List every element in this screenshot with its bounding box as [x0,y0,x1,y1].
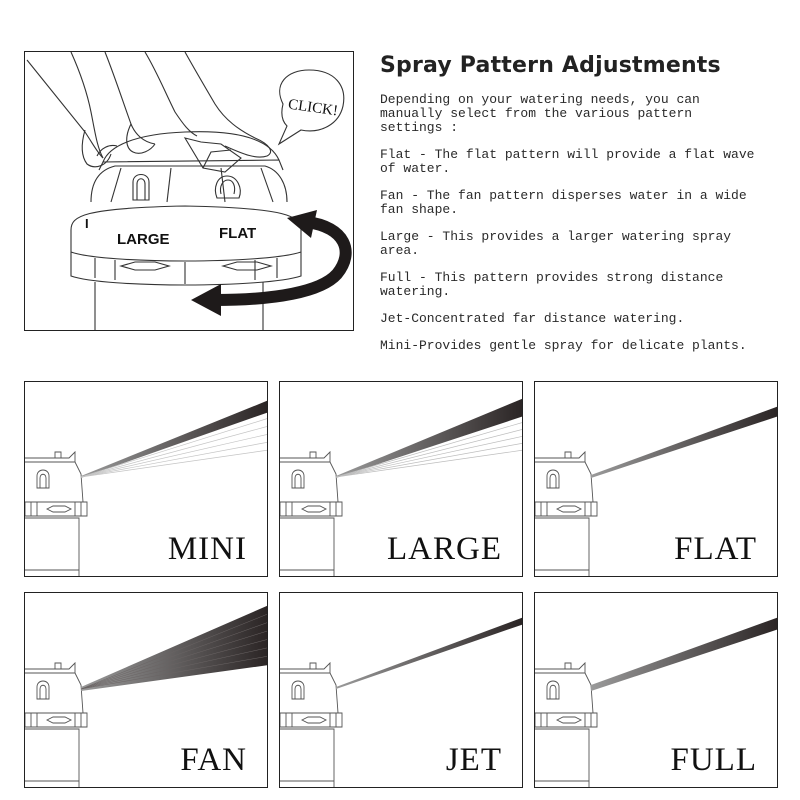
spray-mist-line [336,422,523,477]
pattern-description-full: Full - This pattern provides strong distance watering. [380,270,724,299]
intro-paragraph: Depending on your watering needs, you can manually select from the various pattern settings : [380,92,700,135]
pattern-panel-large [279,381,523,577]
pattern-description-fan: Fan - The fan pattern disperses water in a wide fan shape. [380,188,747,217]
nozzle-side-view [280,452,342,577]
pattern-panel-full [534,592,778,788]
spray-mist-line [81,450,268,477]
pattern-label-flat: FLAT [674,531,757,567]
ring-label-i: I [85,216,89,231]
spray-beam [81,605,268,691]
pattern-panel-fan [24,592,268,788]
click-speech-bubble [279,70,344,144]
nozzle-side-view [280,663,342,788]
pattern-description-flat: Flat - The flat pattern will provide a flat wave of water. [380,147,755,176]
spray-mist-line [81,442,268,477]
pattern-description-large: Large - This provides a larger watering spray area. [380,229,732,258]
pattern-label-full: FULL [670,742,757,778]
spray-beam [591,406,778,478]
spray-beam [336,617,523,689]
nozzle-side-view [535,452,597,577]
pattern-panel-mini [24,381,268,577]
hero-illustration [24,51,354,331]
spray-mist-line [336,429,523,477]
pattern-label-fan: FAN [180,742,247,778]
ring-label-large: LARGE [117,231,170,248]
nozzle-side-view [25,663,87,788]
pattern-description-mini: Mini-Provides gentle spray for delicate plants. [380,338,747,353]
spray-mist-line [336,450,523,477]
spray-mist-line [81,426,268,477]
pattern-panel-jet [279,592,523,788]
nozzle-side-view [25,452,87,577]
pattern-description-jet: Jet-Concentrated far distance watering. [380,311,685,326]
pattern-panel-flat [534,381,778,577]
spray-beam [591,617,778,691]
pattern-label-mini: MINI [167,531,247,567]
spray-beam [336,398,523,478]
ring-label-flat: FLAT [219,225,257,242]
spray-mist-line [336,443,523,477]
pattern-label-large: LARGE [387,531,502,567]
description-text [380,93,760,366]
rotate-arrow-icon [191,210,346,316]
pattern-label-jet: JET [445,742,502,778]
nozzle-side-view [535,663,597,788]
nozzle-dial-drawing [25,52,354,331]
page-title: Spray Pattern Adjustments [380,53,721,78]
bubble-text: CLICK! [287,96,339,120]
spray-beam [81,400,268,478]
